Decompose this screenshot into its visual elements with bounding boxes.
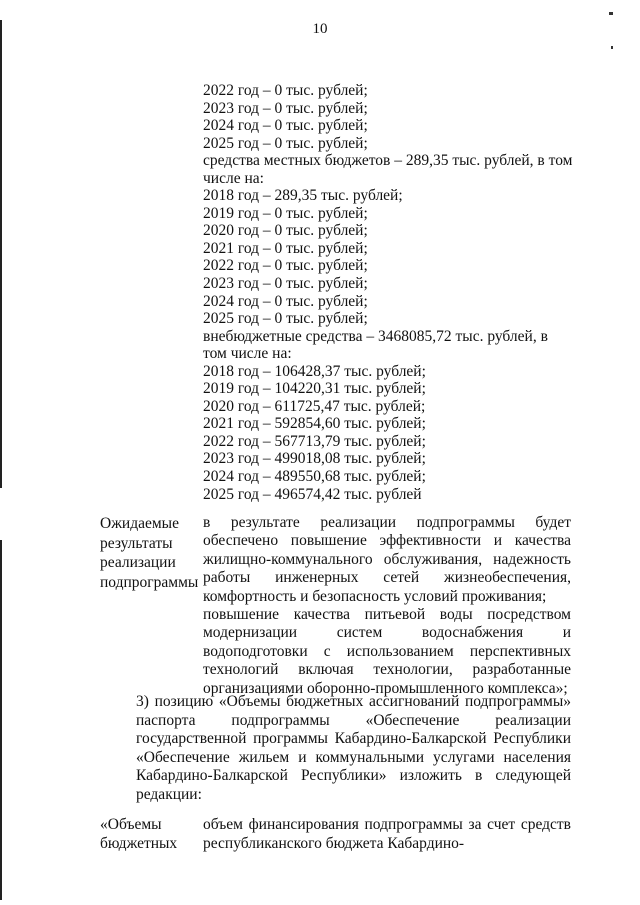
financing-line: 2020 год – 0 тыс. рублей;: [203, 222, 368, 240]
financing-line: 2020 год – 611725,47 тыс. рублей;: [203, 397, 426, 415]
financing-line: 2025 год – 0 тыс. рублей;: [203, 310, 368, 328]
financing-line: 2025 год – 496574,42 тыс. рублей: [203, 485, 422, 503]
financing-line: 2023 год – 499018,08 тыс. рублей;: [203, 450, 426, 468]
financing-line: 2021 год – 0 тыс. рублей;: [203, 239, 368, 257]
amendment-paragraph: [98, 693, 571, 805]
financing-line: 2019 год – 104220,31 тыс. рублей;: [203, 380, 426, 398]
financing-line: 2024 год – 0 тыс. рублей;: [203, 117, 368, 135]
financing-line: 2022 год – 567713,79 тыс. рублей;: [203, 432, 426, 450]
financing-line: 2024 год – 489550,68 тыс. рублей;: [203, 468, 426, 486]
financing-line: 2025 год – 0 тыс. рублей;: [203, 134, 368, 152]
expected-results-label: Ожидаемые результаты реализации подпрограммы: [100, 515, 199, 591]
scan-mark: [609, 12, 613, 15]
financing-line: 2022 год – 0 тыс. рублей;: [203, 82, 368, 99]
expected-results-paragraph: повышение качества питьевой воды посредством модернизации систем водоснабжения и водоподготовки с использованием перспективных технологий включая технологии, разработанные организациями оборонно-промышленного комплекса»;: [203, 606, 571, 697]
volumes-label: «Объемы бюджетных: [100, 816, 178, 852]
financing-line: средства местных бюджетов – 289,35 тыс. рублей, в том числе на:: [203, 152, 573, 187]
financing-line: 2024 год – 0 тыс. рублей;: [203, 292, 368, 310]
financing-line: 2018 год – 289,35 тыс. рублей;: [203, 187, 403, 205]
amendment-text: 3) позицию «Объемы бюджетных ассигнований подпрограммы» паспорта подпрограммы «Обеспечение реализации государственной программы Кабардино-Балкарской Республики «Обеспечение жильем и коммунальными услугами населения Кабардино-Балкарской Республики» изложить в следующей редакции:: [136, 693, 571, 803]
scan-edge-bottom: [0, 540, 2, 900]
expected-results-paragraph: в результате реализации подпрограммы будет обеспечено повышение эффективности и качества жилищно-коммунального обслуживания, надежность работы инженерных сетей жизнеобеспечения, комфортность и безопасность условий проживания;: [203, 514, 571, 605]
financing-line: внебюджетные средства – 3468085,72 тыс. рублей, в том числе на:: [203, 327, 548, 363]
volumes-text: объем финансирования подпрограммы за счет средств республиканского бюджета Кабардино-: [203, 816, 571, 852]
financing-line: 2019 год – 0 тыс. рублей;: [203, 204, 368, 222]
financing-line: 2018 год – 106428,37 тыс. рублей;: [203, 362, 426, 380]
expected-results-text: [203, 514, 571, 698]
financing-line: 2023 год – 0 тыс. рублей;: [203, 275, 368, 293]
scan-mark: [611, 46, 613, 49]
financing-line: 2022 год – 0 тыс. рублей;: [203, 257, 368, 275]
financing-line: 2023 год – 0 тыс. рублей;: [203, 99, 368, 117]
page-number: 10: [312, 21, 328, 37]
financing-line: 2021 год – 592854,60 тыс. рублей;: [203, 415, 426, 433]
financing-list: [203, 82, 575, 503]
scan-edge-top: [0, 20, 2, 488]
